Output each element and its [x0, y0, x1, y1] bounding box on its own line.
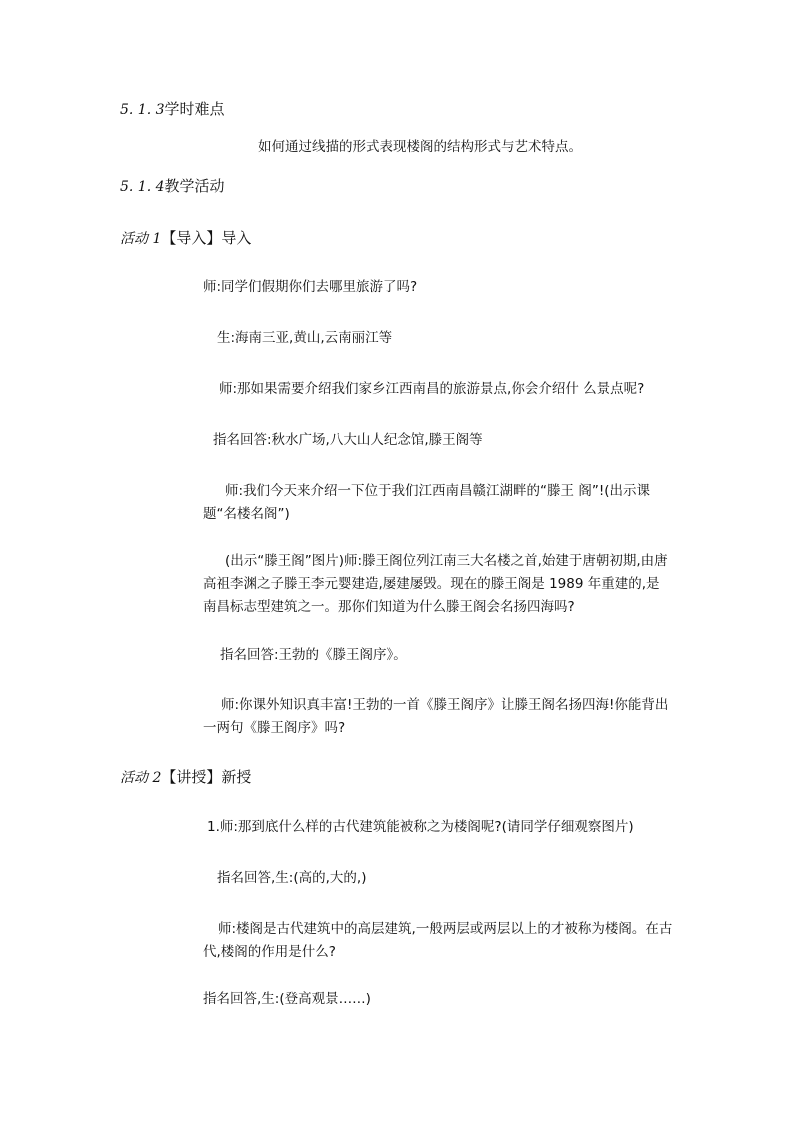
dialogue-paragraph: (出示“滕王阁”图片)师:滕王阁位列江南三大名楼之首,始建于唐朝初期,由唐高祖李渊之子滕王李元婴建造,屡建屡毁。现在的滕王阁是 1989 年重建的,是南昌标志型建筑之一。那你们知道为什么滕王阁会名扬四海吗? — [203, 553, 668, 615]
activity-tag: 【讲授】新授 — [161, 768, 252, 786]
section-heading-5-1-4 — [120, 175, 225, 196]
section-number: 5. 1. 4 — [120, 179, 165, 195]
activity-2-heading — [120, 766, 251, 787]
activity-1-heading — [120, 227, 251, 248]
section-heading-5-1-3 — [120, 98, 225, 119]
dialogue-paragraph: 师:你课外知识真丰富!王勃的一首《滕王阁序》让滕王阁名扬四海!你能背出一两句《滕王阁序》吗? — [203, 697, 669, 736]
dialogue-line: 师:那如果需要介绍我们家乡江西南昌的旅游景点,你会介绍什 么景点呢? — [219, 381, 645, 397]
dialogue-paragraph: 师:我们今天来介绍一下位于我们江西南昌赣江湖畔的“滕王 阁”!(出示课题“名楼名阁”) — [203, 483, 651, 522]
dialogue-paragraph: 师:楼阁是古代建筑中的高层建筑,一般两层或两层以上的才被称为楼阁。在古代,楼阁的作用是什么? — [203, 921, 673, 960]
dialogue-line: 1.师:那到底什么样的古代建筑能被称之为楼阁呢?(请同学仔细观察图片) — [207, 819, 634, 835]
section-title: 教学活动 — [164, 177, 225, 195]
dialogue-line: 师:同学们假期你们去哪里旅游了吗? — [203, 279, 418, 295]
dialogue-line: 指名回答:王勃的《滕王阁序》。 — [220, 647, 407, 663]
activity-label: 活动 2 — [120, 770, 162, 786]
dialogue-line: 指名回答,生:(高的,大的,) — [217, 870, 367, 886]
section-number: 5. 1. 3 — [120, 102, 165, 118]
section-title: 学时难点 — [164, 100, 225, 118]
dialogue-line: 指名回答:秋水广场,八大山人纪念馆,滕王阁等 — [213, 432, 483, 448]
activity-label: 活动 1 — [120, 231, 162, 247]
dialogue-line: 指名回答,生:(登高观景……) — [203, 991, 371, 1007]
difficulty-text: 如何通过线描的形式表现楼阁的结构形式与艺术特点。 — [258, 139, 582, 155]
dialogue-line: 生:海南三亚,黄山,云南丽江等 — [217, 330, 393, 346]
activity-tag: 【导入】导入 — [161, 229, 252, 247]
